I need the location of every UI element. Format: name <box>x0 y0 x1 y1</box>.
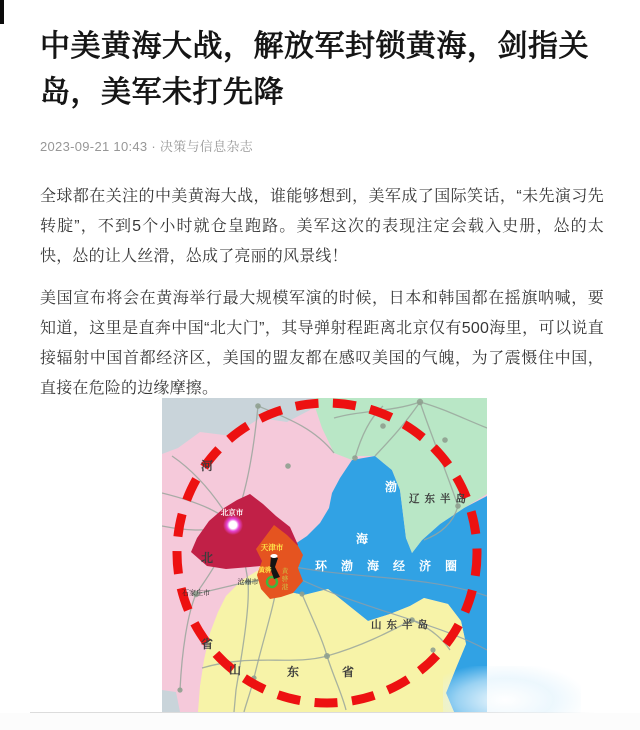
screenshot-edge-artifact <box>0 0 4 24</box>
label-shandong-1: 山 <box>228 663 242 677</box>
label-port-1: 黄 <box>281 568 289 575</box>
label-bohai-2: 海 <box>355 532 369 546</box>
article-paragraph-1: 全球都在关注的中美黄海大战，谁能够想到，美军成了国际笑话，“未先演习先转腚”，不到5个小时就仓皇跑路。美军这次的表现注定会载入史册，怂的太快，怂的让人丝滑，怂成了亮丽的风景线！ <box>40 188 604 265</box>
article-paragraph-2: 美国宣布将会在黄海举行最大规模军演的时候，日本和韩国都在摇旗呐喊，要知道，这里是直奔中国“北大门”，其导弹射程距离北京仅有500海里，可以说直接辐射中国首都经济区，美国的盟友都在感叹美国的气魄，为了震慑住中国，直接在危险的边缘摩擦。 <box>40 290 604 397</box>
label-liaodong-peninsula: 辽东半岛 <box>409 493 471 505</box>
label-port-3: 港 <box>281 584 289 591</box>
map-canvas <box>162 398 487 712</box>
label-bohai-1: 渤 <box>384 480 398 494</box>
label-tianjin: 天津市 <box>260 543 284 552</box>
label-hebei-3: 省 <box>200 637 214 651</box>
article-title: 中美黄海大战，解放军封锁黄海，剑指关岛，美军未打先降 <box>40 30 589 109</box>
label-port-2: 骅 <box>281 576 289 583</box>
label-hebei-1: 河 <box>200 459 214 473</box>
label-shijiazhuang: 石家庄市 <box>182 590 210 597</box>
label-huanghua: 黄骅 <box>258 567 272 574</box>
label-shandong-3: 省 <box>341 665 355 679</box>
beijing-marker-core <box>230 522 236 528</box>
label-shandong-peninsula: 山东半岛 <box>371 619 433 631</box>
label-cangzhou: 沧州市 <box>237 579 259 586</box>
footer-space <box>0 713 640 730</box>
label-bohai-rim: 环渤海经济圈 <box>315 559 472 573</box>
label-shandong-2: 东 <box>286 665 300 679</box>
article-meta: 2023-09-21 10:43 · 决策与信息杂志 <box>40 139 253 154</box>
label-hebei-2: 北 <box>200 551 214 565</box>
label-beijing: 北京市 <box>220 508 244 517</box>
bohai-strike-range-map[interactable] <box>162 398 487 712</box>
